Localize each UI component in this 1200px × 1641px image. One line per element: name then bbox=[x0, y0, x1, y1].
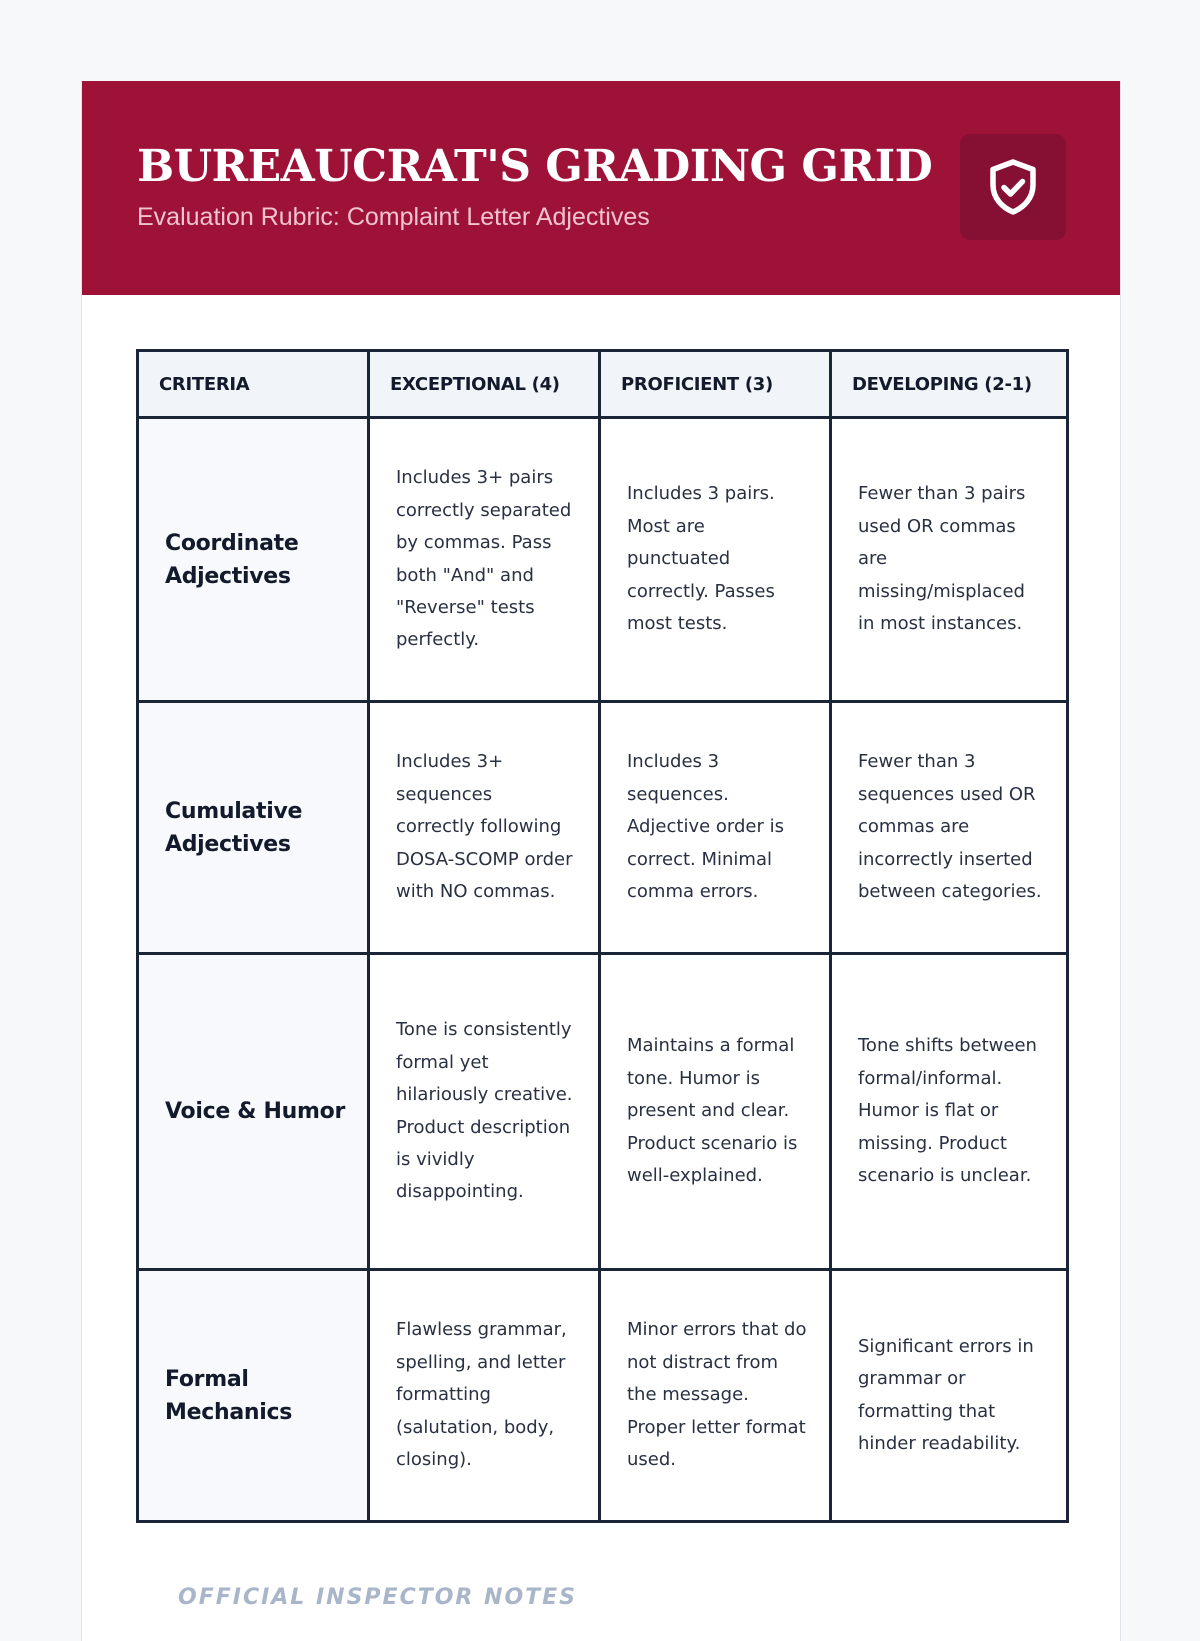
criterion-cell: Voice & Humor bbox=[138, 954, 369, 1270]
developing-cell: Tone shifts between formal/informal. Humor is flat or missing. Product scenario is unclear. bbox=[831, 954, 1068, 1270]
page-title: BUREAUCRAT'S GRADING GRID bbox=[137, 141, 933, 192]
exceptional-cell: Includes 3+ sequences correctly following DOSA-SCOMP order with NO commas. bbox=[369, 702, 600, 954]
table-row bbox=[138, 954, 1068, 1270]
proficient-cell: Maintains a formal tone. Humor is present and clear. Product scenario is well-explained. bbox=[600, 954, 831, 1270]
header-banner bbox=[82, 81, 1120, 295]
developing-cell: Fewer than 3 sequences used OR commas are incorrectly inserted between categories. bbox=[831, 702, 1068, 954]
exceptional-cell: Flawless grammar, spelling, and letter formatting (salutation, body, closing). bbox=[369, 1270, 600, 1522]
proficient-cell: Minor errors that do not distract from the message. Proper letter format used. bbox=[600, 1270, 831, 1522]
criterion-cell: Formal Mechanics bbox=[138, 1270, 369, 1522]
exceptional-cell: Tone is consistently formal yet hilariously creative. Product description is vividly disappointing. bbox=[369, 954, 600, 1270]
proficient-cell: Includes 3 pairs. Most are punctuated correctly. Passes most tests. bbox=[600, 418, 831, 702]
developing-cell: Significant errors in grammar or formatting that hinder readability. bbox=[831, 1270, 1068, 1522]
table-header-row bbox=[138, 351, 1068, 418]
shield-badge bbox=[960, 134, 1066, 240]
rubric-card bbox=[81, 81, 1121, 1641]
column-header-developing: DEVELOPING (2-1) bbox=[831, 351, 1068, 418]
table-row bbox=[138, 1270, 1068, 1522]
table-row bbox=[138, 418, 1068, 702]
column-header-proficient: PROFICIENT (3) bbox=[600, 351, 831, 418]
column-header-exceptional: EXCEPTIONAL (4) bbox=[369, 351, 600, 418]
criterion-cell: Coordinate Adjectives bbox=[138, 418, 369, 702]
exceptional-cell: Includes 3+ pairs correctly separated by commas. Pass both "And" and "Reverse" tests perfectly. bbox=[369, 418, 600, 702]
table-row bbox=[138, 702, 1068, 954]
shield-check-icon bbox=[986, 157, 1040, 217]
developing-cell: Fewer than 3 pairs used OR commas are missing/misplaced in most instances. bbox=[831, 418, 1068, 702]
proficient-cell: Includes 3 sequences. Adjective order is correct. Minimal comma errors. bbox=[600, 702, 831, 954]
column-header-criteria: CRITERIA bbox=[138, 351, 369, 418]
rubric-table bbox=[136, 349, 1069, 1523]
inspector-notes-label: OFFICIAL INSPECTOR NOTES bbox=[178, 1585, 578, 1610]
criterion-cell: Cumulative Adjectives bbox=[138, 702, 369, 954]
page-subtitle: Evaluation Rubric: Complaint Letter Adjectives bbox=[137, 203, 650, 231]
